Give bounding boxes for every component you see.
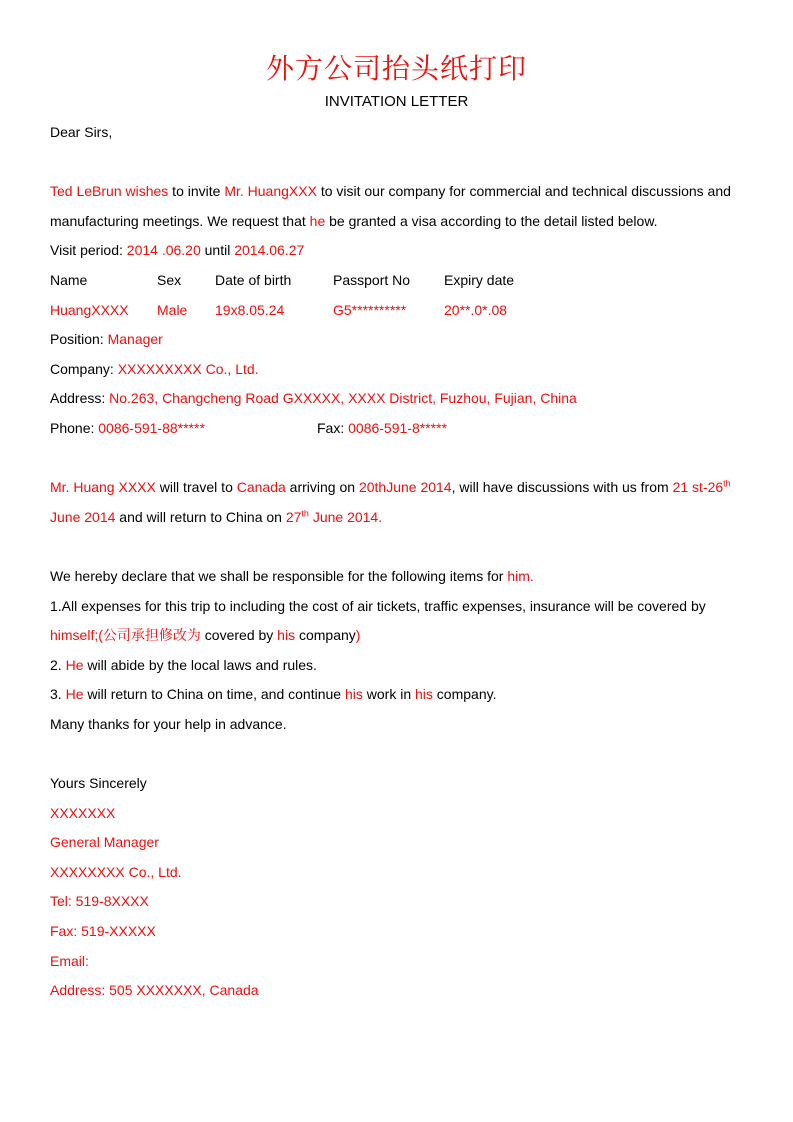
text-segment: Manager bbox=[107, 331, 163, 348]
table-row bbox=[50, 296, 743, 326]
text-segment: Mr. Huang XXXX bbox=[50, 479, 156, 496]
text-segment: Fax: 519-XXXXX bbox=[50, 923, 156, 940]
text-segment: XXXXXXXX Co., Ltd. bbox=[50, 863, 182, 880]
text-segment: Fax: bbox=[317, 419, 349, 436]
text-segment: Yours Sincerely bbox=[50, 775, 147, 792]
text-segment: No.263, Changcheng Road GXXXXX, XXXX District, Fuzhou, Fujian, China bbox=[109, 390, 577, 407]
text-segment: to invite bbox=[168, 183, 225, 200]
table-cell bbox=[444, 296, 507, 326]
text-segment: Date of birth bbox=[215, 271, 292, 288]
text-segment: manufacturing meetings. We request that bbox=[50, 212, 310, 229]
text-segment: Tel: 519-8XXXX bbox=[50, 893, 149, 910]
text-segment: XXXXXXX bbox=[50, 804, 116, 821]
text-segment: Expiry date bbox=[444, 271, 515, 288]
text-segment: Email: bbox=[50, 952, 89, 969]
text-segment: Mr. HuangXXX bbox=[224, 183, 317, 200]
text-segment: 19x8.05.24 bbox=[215, 301, 285, 318]
phone-fax-line bbox=[50, 414, 743, 444]
text-segment: will return to China on time, and continue bbox=[83, 686, 345, 703]
text-segment: G5********** bbox=[333, 301, 407, 318]
text-segment: Address: bbox=[50, 390, 110, 407]
intro-line-1 bbox=[50, 177, 743, 207]
intro-line-2 bbox=[50, 207, 743, 237]
salutation bbox=[50, 118, 743, 148]
page-title-chinese: 外方公司抬头纸打印 bbox=[265, 52, 527, 85]
text-segment: 20thJune 2014 bbox=[358, 479, 452, 496]
text-segment: he bbox=[309, 212, 326, 229]
text-segment: will abide by the local laws and rules. bbox=[83, 656, 317, 673]
spacer bbox=[50, 148, 743, 178]
position-line bbox=[50, 325, 743, 355]
table-cell bbox=[444, 266, 514, 296]
text-segment: himself;(公司承担修改为 bbox=[50, 627, 201, 644]
table-cell bbox=[215, 266, 333, 296]
signature-name bbox=[50, 799, 743, 829]
text-segment: 27 bbox=[285, 508, 302, 525]
company-line bbox=[50, 355, 743, 385]
text-segment: XXXXXXXXX Co., Ltd. bbox=[117, 360, 259, 377]
text-segment: HuangXXXX bbox=[50, 301, 129, 318]
table-cell bbox=[50, 414, 317, 444]
travel-line-2 bbox=[50, 503, 743, 533]
item-3 bbox=[50, 680, 743, 710]
table-cell bbox=[157, 266, 215, 296]
text-segment: Ted LeBrun wishes bbox=[50, 183, 169, 200]
table-cell bbox=[50, 266, 157, 296]
text-segment: Visit period: bbox=[50, 242, 127, 259]
text-segment: Position: bbox=[50, 331, 108, 348]
text-segment: He bbox=[65, 656, 84, 673]
text-segment: Phone: bbox=[50, 419, 99, 436]
text-segment: his bbox=[277, 627, 296, 644]
text-segment: 2. bbox=[50, 656, 66, 673]
text-segment: Company: bbox=[50, 360, 118, 377]
text-segment: Address: 505 XXXXXXX, Canada bbox=[50, 982, 259, 999]
text-segment: 3. bbox=[50, 686, 66, 703]
text-segment: 2014 .06.20 bbox=[126, 242, 201, 259]
declare-line bbox=[50, 562, 743, 592]
text-segment: covered by bbox=[200, 627, 278, 644]
text-segment: him. bbox=[507, 567, 534, 584]
letter-body bbox=[50, 118, 743, 1006]
text-segment: , will have discussions with us from bbox=[451, 479, 673, 496]
text-segment: until bbox=[200, 242, 235, 259]
spacer bbox=[50, 444, 743, 474]
text-segment: Passport No bbox=[333, 271, 411, 288]
table-header bbox=[50, 266, 743, 296]
signature-address bbox=[50, 976, 743, 1006]
spacer bbox=[50, 739, 743, 769]
text-segment: June 2014. bbox=[308, 508, 383, 525]
table-cell bbox=[333, 296, 444, 326]
closing bbox=[50, 769, 743, 799]
page-title-english: INVITATION LETTER bbox=[324, 93, 469, 110]
text-segment: 2014.06.27 bbox=[234, 242, 305, 259]
text-segment: 0086-591-88***** bbox=[98, 419, 205, 436]
text-segment: Name bbox=[50, 271, 88, 288]
signature-fax bbox=[50, 917, 743, 947]
table-cell bbox=[333, 266, 444, 296]
text-segment: company. bbox=[432, 686, 497, 703]
text-segment: will travel to bbox=[155, 479, 237, 496]
signature-email bbox=[50, 947, 743, 977]
text-segment: company bbox=[295, 627, 356, 644]
item-1-line-1 bbox=[50, 592, 743, 622]
item-1-line-2 bbox=[50, 621, 743, 651]
text-segment: 0086-591-8***** bbox=[348, 419, 447, 436]
signature-tel bbox=[50, 887, 743, 917]
table-cell bbox=[50, 296, 157, 326]
text-segment: his bbox=[415, 686, 433, 703]
item-2 bbox=[50, 651, 743, 681]
travel-line-1 bbox=[50, 473, 743, 503]
text-segment: General Manager bbox=[50, 834, 159, 851]
table-cell bbox=[215, 296, 333, 326]
text-segment: be granted a visa according to the detail listed below. bbox=[325, 212, 658, 229]
text-segment: Male bbox=[157, 301, 188, 318]
text-segment: Sex bbox=[157, 271, 182, 288]
text-segment: Canada bbox=[236, 479, 286, 496]
text-segment: work in bbox=[362, 686, 415, 703]
text-segment: We hereby declare that we shall be responsible for the following items for bbox=[50, 567, 508, 584]
signature-title bbox=[50, 828, 743, 858]
text-segment: th bbox=[723, 478, 731, 489]
text-segment: arriving on bbox=[285, 479, 359, 496]
text-segment: He bbox=[65, 686, 84, 703]
text-segment: and will return to China on bbox=[115, 508, 286, 525]
text-segment: 20**.0*.08 bbox=[444, 301, 508, 318]
text-segment: 1.All expenses for this trip to including the cost of air tickets, traffic expenses, insurance will be covered by bbox=[50, 597, 706, 614]
visit-period bbox=[50, 236, 743, 266]
text-segment: 21 st-26 bbox=[672, 479, 724, 496]
signature-company bbox=[50, 858, 743, 888]
text-segment: to visit our company for commercial and technical discussions and bbox=[316, 183, 731, 200]
table-cell bbox=[157, 296, 215, 326]
spacer bbox=[50, 532, 743, 562]
thanks-line bbox=[50, 710, 743, 740]
text-segment: Dear Sirs, bbox=[50, 124, 113, 140]
text-segment: June 2014 bbox=[50, 508, 116, 525]
text-segment: ) bbox=[355, 627, 361, 644]
text-segment: th bbox=[301, 508, 309, 519]
address-line bbox=[50, 384, 743, 414]
table-cell bbox=[317, 414, 447, 444]
text-segment: Many thanks for your help in advance. bbox=[50, 715, 287, 732]
text-segment: his bbox=[344, 686, 363, 703]
